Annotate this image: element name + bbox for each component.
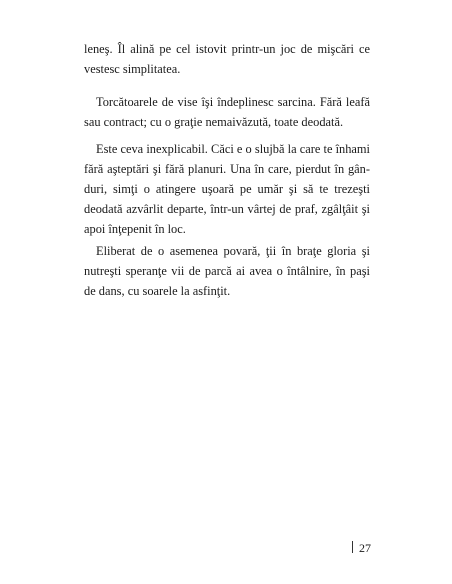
text-line: sau contract; cu o graţie nemaivăzută, toate deodată. — [84, 115, 344, 129]
text-line: duri, simţi o atingere uşoară pe umăr şi să te trezeşti — [84, 182, 370, 196]
text-line: leneş. Îl alină pe cel istovit printr-un joc de mişcări ce — [84, 42, 370, 56]
text-line: fără aşteptări şi fără planuri. Una în care, pierdut în gân- — [84, 162, 370, 176]
page-number-divider — [352, 541, 353, 553]
page-number: 27 — [359, 541, 371, 555]
page-footer — [352, 541, 371, 555]
paragraph-3 — [84, 139, 370, 239]
text-line: de dans, cu soarele la asfinţit. — [84, 284, 231, 298]
paragraph-4 — [84, 241, 370, 301]
text-line: Eliberat de o asemenea povară, ţii în braţe gloria şi — [96, 244, 370, 258]
text-line: nutreşti speranţe vii de parcă ai avea o întâlnire, în paşi — [84, 264, 370, 278]
text-line: Torcătoarele de vise îşi îndeplinesc sarcina. Fără leafă — [96, 95, 370, 109]
text-line: vestesc simplitatea. — [84, 62, 181, 76]
text-line: Este ceva inexplicabil. Căci e o slujbă la care te înhami — [96, 142, 370, 156]
text-line: apoi înţepenit în loc. — [84, 222, 186, 236]
text-line: deodată azvârlit departe, într-un vârtej de praf, zgâlţâit şi — [84, 202, 370, 216]
paragraph-1 — [84, 39, 370, 79]
paragraph-2 — [84, 92, 370, 132]
